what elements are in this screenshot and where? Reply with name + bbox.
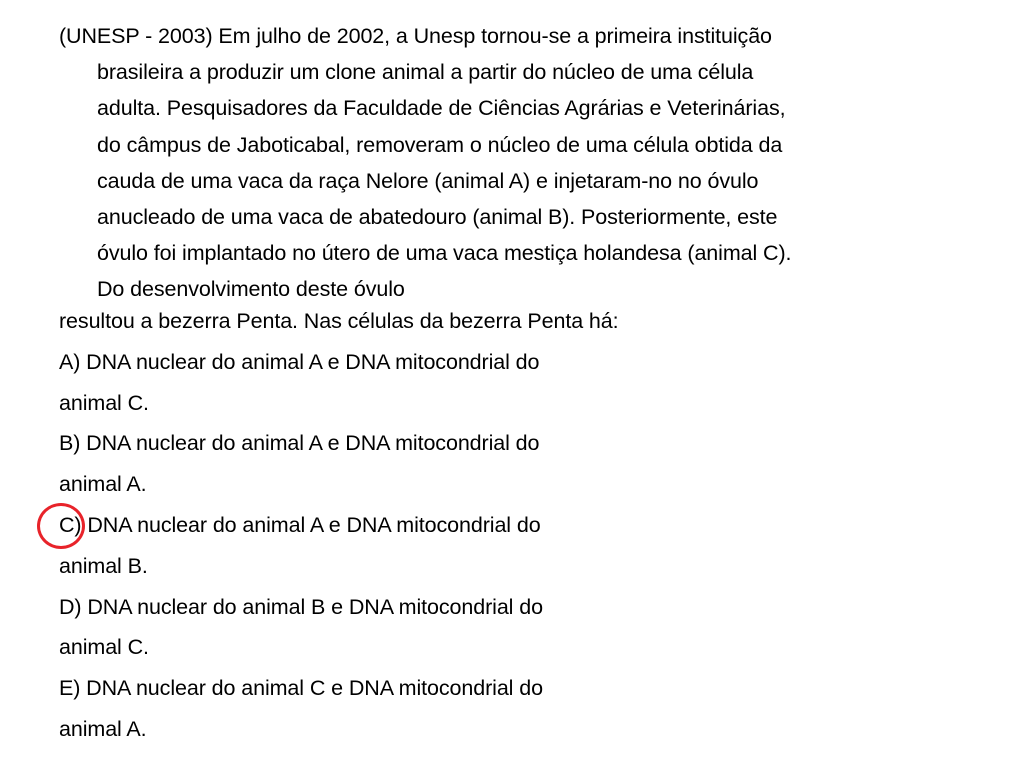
option-b-line-1: B) DNA nuclear do animal A e DNA mitocondrial do xyxy=(59,431,540,456)
marked-answer-circle xyxy=(37,503,85,549)
question-continuation: resultou a bezerra Penta. Nas células da bezerra Penta há: xyxy=(59,309,619,333)
option-a-line-1: A) DNA nuclear do animal A e DNA mitocondrial do xyxy=(59,349,540,374)
option-a-line-2: animal C. xyxy=(59,390,149,415)
option-d-line-2: animal C. xyxy=(59,635,149,660)
question-text xyxy=(59,18,959,308)
option-b-line-2: animal A. xyxy=(59,472,147,497)
option-d-line-1: D) DNA nuclear do animal B e DNA mitocondrial do xyxy=(59,594,543,619)
question-line: cauda de uma vaca da raça Nelore (animal A) e injetaram-no no óvulo xyxy=(97,168,759,193)
option-c-line-2: animal B. xyxy=(59,553,148,578)
question-line: óvulo foi implantado no útero de uma vaca mestiça holandesa (animal C). xyxy=(97,241,792,266)
question-line: (UNESP - 2003) Em julho de 2002, a Unesp tornou-se a primeira instituição xyxy=(59,24,772,48)
answer-section xyxy=(59,301,959,750)
question-line: brasileira a produzir um clone animal a partir do núcleo de uma célula xyxy=(97,60,754,85)
option-e-line-1: E) DNA nuclear do animal C e DNA mitocondrial do xyxy=(59,676,543,701)
option-c-line-1: C) DNA nuclear do animal A e DNA mitocondrial do xyxy=(59,512,541,537)
option-e-line-2: animal A. xyxy=(59,716,147,741)
question-line: do câmpus de Jaboticabal, removeram o núcleo de uma célula obtida da xyxy=(97,132,783,157)
question-line: anucleado de uma vaca de abatedouro (animal B). Posteriormente, este xyxy=(97,205,778,230)
question-line: adulta. Pesquisadores da Faculdade de Ciências Agrárias e Veterinárias, xyxy=(97,96,786,121)
question-line: Do desenvolvimento deste óvulo xyxy=(97,277,405,302)
